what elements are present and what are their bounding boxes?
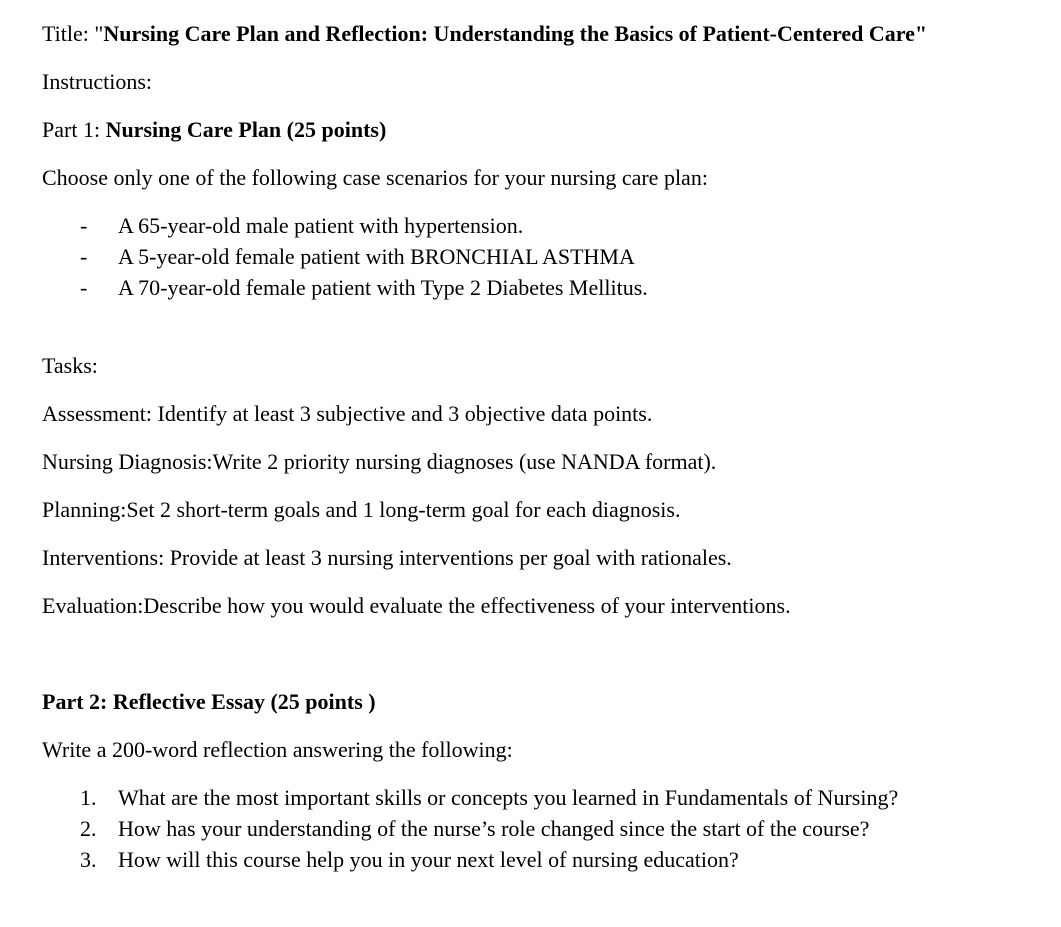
document-title [42,18,1021,49]
scenario-text: A 5-year-old female patient with BRONCHIAL ASTHMA [118,244,635,269]
question-text: What are the most important skills or concepts you learned in Fundamentals of Nursing? [118,785,899,810]
task-interventions: Interventions: Provide at least 3 nursing interventions per goal with rationales. [42,545,732,570]
list-item [42,844,1021,875]
task-assessment: Assessment: Identify at least 3 subjective and 3 objective data points. [42,401,653,426]
spacer [42,303,1021,350]
scenario-list [42,210,1021,303]
list-item [42,782,1021,813]
spacer [42,638,1021,686]
task-evaluation: Evaluation:Describe how you would evaluate the effectiveness of your interventions. [42,593,791,618]
scenario-text: A 70-year-old female patient with Type 2 Diabetes Mellitus. [118,275,648,300]
dash-bullet: - [80,275,88,300]
list-item [42,272,1021,303]
question-number: 3. [80,847,97,872]
task-planning: Planning:Set 2 short-term goals and 1 long-term goal for each diagnosis. [42,497,681,522]
title-bold-text: Nursing Care Plan and Reflection: Understanding the Basics of Patient-Centered Care" [103,21,928,46]
title-prefix: Title: " [42,21,104,46]
scenario-text: A 65-year-old male patient with hypertension. [118,213,524,238]
part2-intro: Write a 200-word reflection answering the following: [42,737,513,762]
part1-heading-text: Nursing Care Plan (25 points) [105,117,387,142]
part1-heading [42,114,1021,145]
question-text: How will this course help you in your next level of nursing education? [118,847,739,872]
part2-heading: Part 2: Reflective Essay (25 points ) [42,689,376,714]
dash-bullet: - [80,213,88,238]
list-item [42,241,1021,272]
dash-bullet: - [80,244,88,269]
list-item [42,813,1021,844]
question-number: 1. [80,785,97,810]
task-diagnosis: Nursing Diagnosis:Write 2 priority nursing diagnoses (use NANDA format). [42,449,717,474]
tasks-label: Tasks: [42,353,98,378]
question-number: 2. [80,816,97,841]
list-item [42,210,1021,241]
question-text: How has your understanding of the nurse’s role changed since the start of the course? [118,816,870,841]
part1-intro: Choose only one of the following case scenarios for your nursing care plan: [42,165,708,190]
part1-prefix: Part 1: [42,117,106,142]
instructions-label: Instructions: [42,69,152,94]
question-list [42,782,1021,875]
